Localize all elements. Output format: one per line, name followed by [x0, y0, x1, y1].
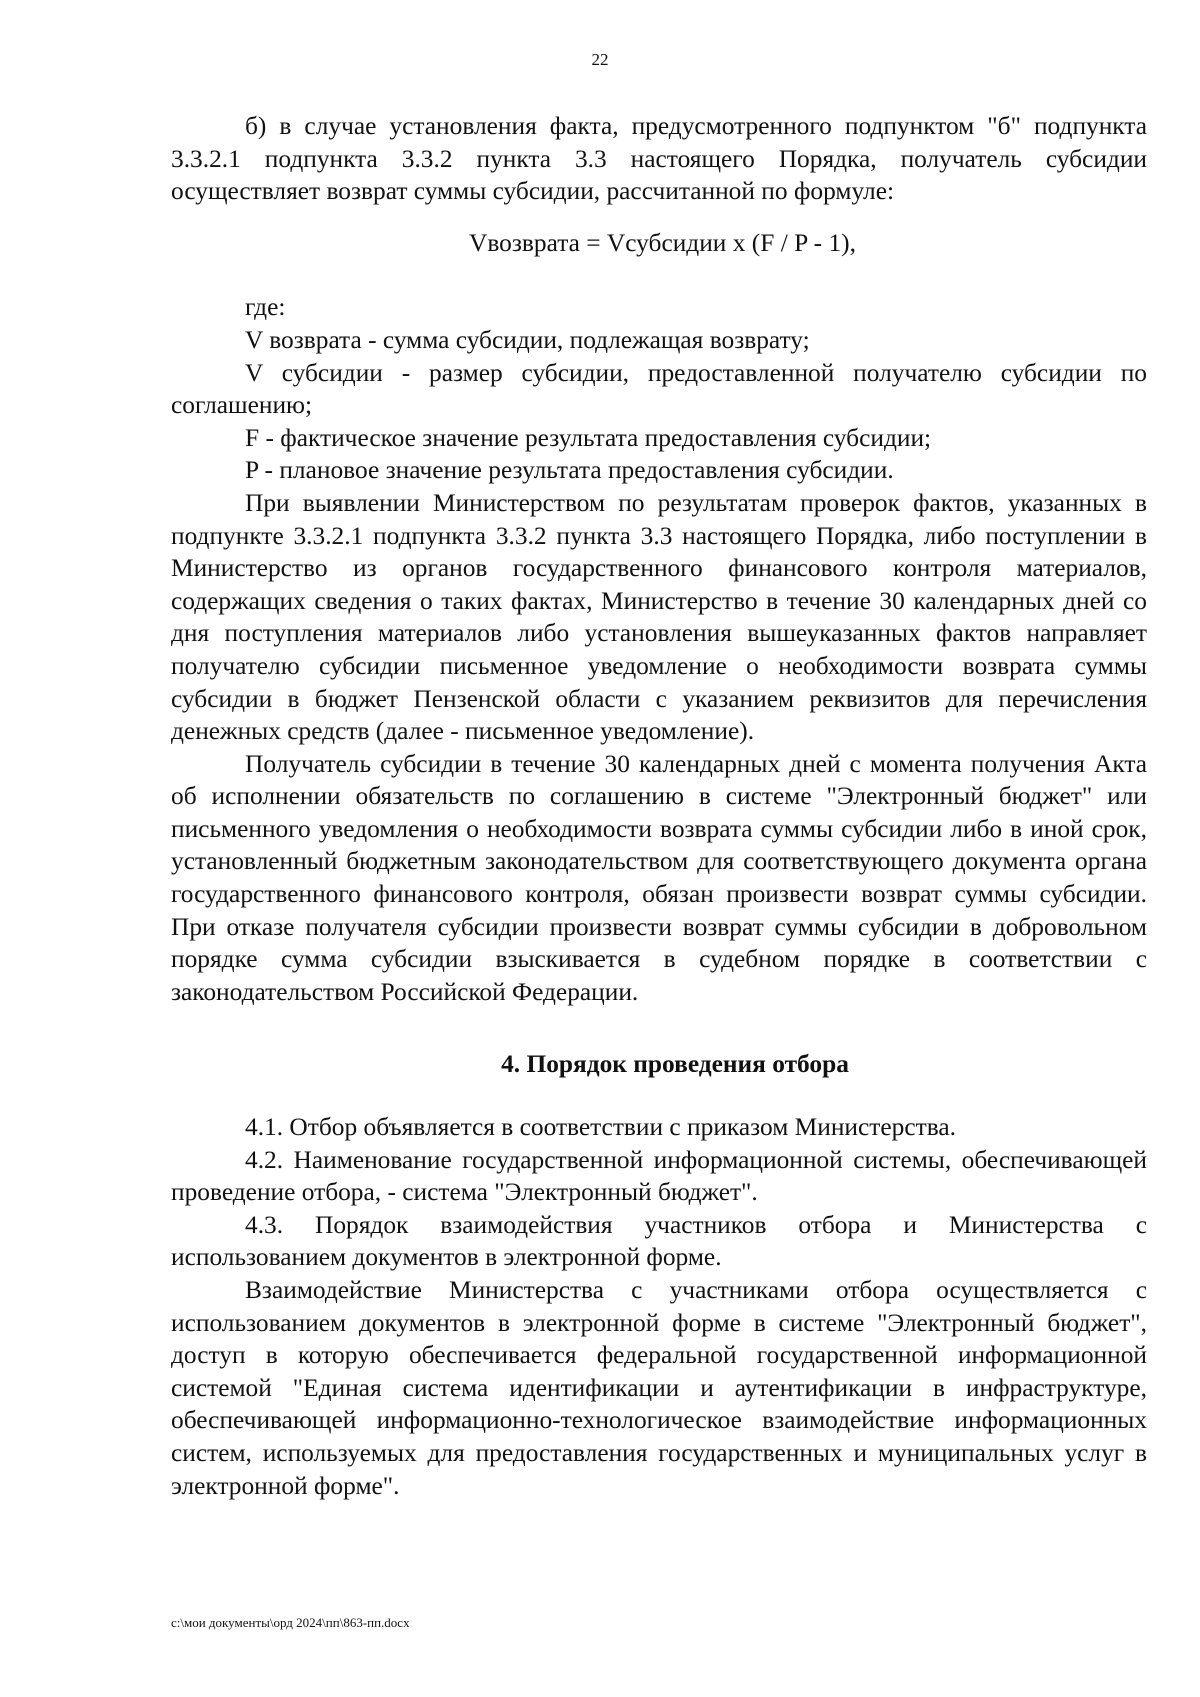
paragraph-4-1: 4.1. Отбор объявляется в соответствии с приказом Министерства. [245, 1113, 956, 1142]
paragraph-4-3: 4.3. Порядок взаимодействия участников отбора и Министерства с использованием документов в электронной форме. [171, 1210, 1147, 1272]
paragraph-interaction: Взаимодействие Министерства с участниками отбора осуществляется с использованием документов в электронной форме в системе "Электронный бюджет", доступ в которую обеспечивается федеральной государственной информационной системой "Единая система идентификации и аутентификации в инфраструктуре, обеспечивающей информационно-технологическое взаимодействие информационных систем, используемых для предоставления государственных и муниципальных услуг в электронной форме". [171, 1276, 1147, 1500]
section-heading: 4. Порядок проведения отбора [501, 1050, 849, 1079]
paragraph-return-case-b: б) в случае установления факта, предусмотренного подпунктом "б" подпункта 3.3.2.1 подпункта 3.3.2 пункта 3.3 настоящего Порядка, получатель субсидии осуществляет возврат суммы субсидии, рассчитанной по формуле: [171, 112, 1147, 206]
spacer [171, 1008, 1147, 1048]
definition-p: P - плановое значение результата предоставления субсидии. [245, 456, 894, 485]
paragraph-4-2: 4.2. Наименование государственной информационной системы, обеспечивающей проведение отбора, - система "Электронный бюджет". [171, 1145, 1147, 1207]
document-body [171, 110, 1147, 1502]
page-number: 22 [591, 50, 609, 69]
paragraph-where: где: [245, 293, 286, 322]
paragraph-ministry-notification: При выявлении Министерством по результатам проверок фактов, указанных в подпункте 3.3.2.1 подпункта 3.3.2 пункта 3.3 настоящего Порядка, либо поступлении в Министерство из органов государственного финансового контроля материалов, содержащих сведения о таких фактах, Министерство в течение 30 календарных дней со дня поступления материалов либо установления вышеуказанных фактов направляет получателю субсидии письменное уведомление о необходимости возврата суммы субсидии в бюджет Пензенской области с указанием реквизитов для перечисления денежных средств (далее - письменное уведомление). [171, 488, 1147, 746]
formula: Vвозврата = Vсубсидии х (F / P - 1), [469, 228, 856, 257]
definition-v-subsidy: V субсидии - размер субсидии, предоставленной получателю субсидии по соглашению; [171, 358, 1147, 420]
footer-file-path: c:\мои документы\орд 2024\пп\863-пп.docx [171, 1615, 410, 1630]
definition-v-return: V возврата - сумма субсидии, подлежащая возврату; [245, 325, 810, 354]
paragraph-recipient-return: Получатель субсидии в течение 30 календарных дней с момента получения Акта об исполнении обязательств по соглашению в системе "Электронный бюджет" или письменного уведомления о необходимости возврата суммы субсидии либо в иной срок, установленный бюджетным законодательством для соответствующего документа органа государственного финансового контроля, обязан произвести возврат суммы субсидии. При отказе получателя субсидии произвести возврат суммы субсидии в добровольном порядке сумма субсидии взыскивается в судебном порядке в соответствии с законодательством Российской Федерации. [171, 749, 1147, 1006]
definition-f: F - фактическое значение результата предоставления субсидии; [245, 423, 932, 452]
